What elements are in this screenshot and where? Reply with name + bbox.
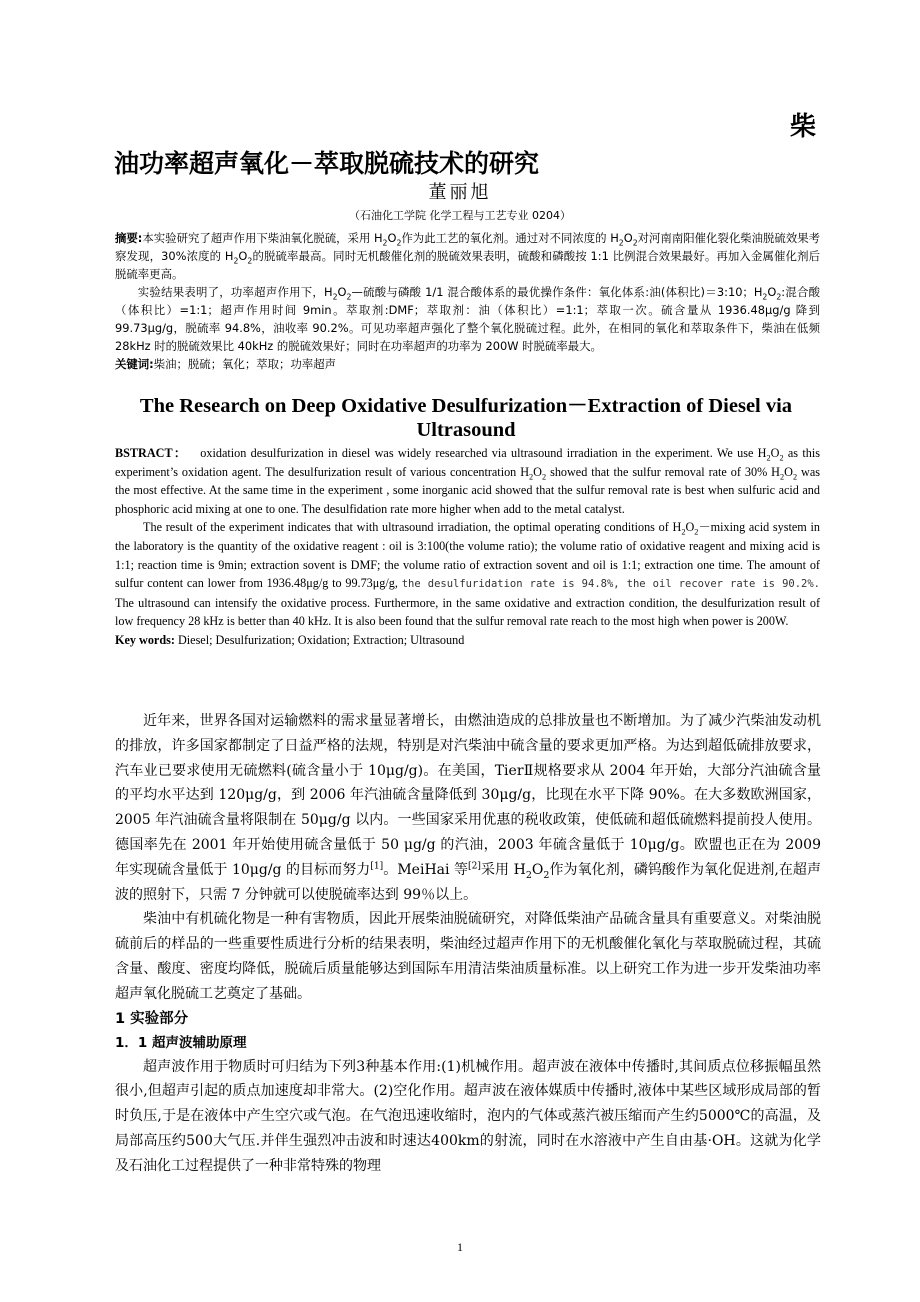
en-abstract-para-1: BSTRACT： oxidation desulfurization in diesel was widely researched via ultrasound irradiation in the experiment. We use $H_2O_2$ as this experiment’s oxidation agent. The desulfurization result of various concentration $H_2O_2$ showed that the sulfur removal rate of 30% $H_2O_2$ was the most effective. At the same time in the experiment , some inorganic acid showed that the sulfur removal rate is best when sulfuric acid and phosphoric acid mixing at one to one. The desulfidation rate more higher when add to the metal catalyst. bbox=[115, 446, 820, 516]
section-heading-1: 1 实验部分 bbox=[115, 1010, 189, 1027]
author: 董丽旭 bbox=[428, 182, 492, 203]
title-first-char: 柴 bbox=[790, 112, 817, 142]
citation-2[interactable]: [2] bbox=[468, 861, 481, 872]
en-abstract-para-2: The result of the experiment indicates that with ultrasound irradiation, the optimal operating conditions of $H_2O_2-mixing$ acid system in the laboratory is the quantity of the oxidative reagent : oil is 3:100(the volume ratio); the volume ratio of oxidative reagent and mixing acid is 1:1; reaction time is 9min; extraction sovent is DMF; the volume ratio of extraction sovent and oil is 1:1; extraction one time. The amount of sulfur content can lower from 1936.48μg/g to 99.73μg/g, the desulfuridation rate is 94.8%, the oil recover rate is 90.2%. The ultrasound can intensify the oxidative process. Furthermore, in the same oxidative and extraction condition, the desulfurization result of low frequency 28 kHz is better than 40 kHz. It is also been found that the sulfur removal rate reach to the most high when power is 200W. bbox=[115, 520, 820, 629]
english-title: The Research on Deep Oxidative Desulfurization－Extraction of Diesel via Ultrasound bbox=[139, 395, 793, 441]
cn-abstract-para-2: 实验结果表明了，功率超声作用下，$H_2O_2—$硫酸与磷酸 1/1 混合酸体系的最优操作条件：氧化体系:油(体积比)＝3:10；$H_2O_2$:混合酸（体积比）=1:1；超声作用时间 9min。萃取剂:DMF；萃取剂：油（体积比）=1:1；萃取一次。硫含量从 1936.48μg/g 降到 99.73μg/g，脱硫率 94.8%，油收率 90.2%。可见功率超声强化了整个氧化脱硫过程。此外，在相同的氧化和萃取条件下，柴油在低频 28kHz 时的脱硫效果比 40kHz 的脱硫效果好；同时在功率超声的功率为 200W 时脱硫率最大。 bbox=[115, 285, 821, 353]
citation-1[interactable]: [1] bbox=[370, 861, 384, 872]
body-text bbox=[115, 709, 821, 1179]
page-title: 油功率超声氧化－萃取脱硫技术的研究 bbox=[114, 149, 540, 178]
en-keywords: Key words: Diesel; Desulfurization; Oxidation; Extraction; Ultrasound bbox=[115, 632, 465, 647]
body-para-1: 近年来，世界各国对运输燃料的需求量显著增长，由燃油造成的总排放量也不断增加。为了减少汽柴油发动机的排放，许多国家都制定了日益严格的法规，特别是对汽柴油中硫含量的要求更加严格。为达到超低硫排放要求，汽车业已要求使用无硫燃料(硫含量小于 10μg/g)。在美国，TierⅡ规格要求从 2004 年开始，大部分汽油硫含量的平均水平达到 120μg/g，到 2006 年汽油硫含量降低到 30μg/g，比现在水平下降 90%。在大多数欧洲国家，2005 年汽油硫含量将限制在 50μg/g 以内。一些国家采用优惠的税收政策，使低硫和超低硫燃料提前投人使用。德国率先在 2001 年开始使用硫含量低于 50 μg/g 的汽油，2003 年硫含量低于 10μg/g。欧盟也正在为 2009 年实现硫含量低于 10μg/g 的目标而努力[1]。MeiHai 等[2]采用 $H_2O_2$作为氧化剂，磷钨酸作为氧化促进剂,在超声波的照射下，只需 7 分钟就可以使脱硫率达到 99％以上。 bbox=[115, 713, 821, 903]
affiliation: （石油化工学院 化学工程与工艺专业 0204） bbox=[349, 209, 571, 222]
cn-abstract-para-1: 摘要:本实验研究了超声作用下柴油氧化脱硫，采用 $H_2O_2$作为此工艺的氧化剂。通过对不同浓度的 $H_2O_2$对河南南阳催化裂化柴油脱硫效果考察发现，30%浓度的 $H_2O_2$的脱硫率最高。同时无机酸催化剂的脱硫效果表明，硫酸和磷酸按 1:1 比例混合效果最好。再加入金属催化剂后脱硫率更高。 bbox=[115, 231, 821, 281]
subsection-heading-1-1: 1．1 超声波辅助原理 bbox=[115, 1034, 247, 1051]
en-abstract-label: BSTRACT： bbox=[115, 446, 188, 460]
body-para-2: 柴油中有机硫化物是一种有害物质，因此开展柴油脱硫研究，对降低柴油产品硫含量具有重要意义。对柴油脱硫前后的样品的一些重要性质进行分析的结果表明，柴油经过超声作用下的无机酸催化氧化与萃取脱硫过程，其硫含量、酸度、密度均降低，脱硫后质量能够达到国际车用清洁柴油质量标准。以上研究工作为进一步开发柴油功率超声氧化脱硫工艺奠定了基础。 bbox=[115, 911, 821, 1002]
english-abstract bbox=[115, 444, 820, 650]
cn-keywords: 关键词:柴油；脱硫；氧化；萃取；功率超声 bbox=[115, 357, 336, 371]
cn-abstract-label: 摘要: bbox=[115, 231, 143, 245]
page-number: 1 bbox=[457, 1240, 463, 1254]
chinese-abstract bbox=[115, 229, 820, 373]
body-para-3: 超声波作用于物质时可归结为下列3种基本作用:(1)机械作用。超声波在液体中传播时,其间质点位移振幅虽然很小,但超声引起的质点加速度却非常大。(2)空化作用。超声波在液体媒质中传播时,液体中某些区域形成局部的暂时负压,于是在液体中产生空穴或气泡。在气泡迅速收缩时，泡内的气体或蒸汽被压缩而产生约5000℃的高温，及局部高压约500大气压.并伴生强烈冲击波和时速达400km的射流，同时在水溶液中产生自由基·OH。这就为化学及石油化工过程提供了一种非常特殊的物理 bbox=[115, 1058, 821, 1174]
